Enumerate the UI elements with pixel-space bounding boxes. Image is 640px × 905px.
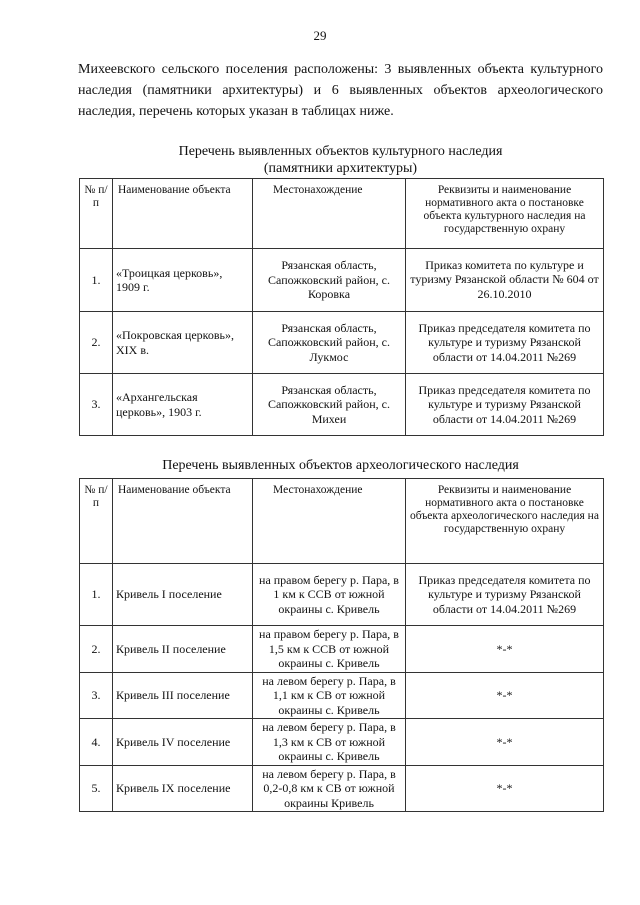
row-location: на левом берегу р. Пара, в 1,1 км к СВ от южной окраины с. Кривель [253, 672, 406, 719]
header-location: Местонахождение [253, 479, 406, 564]
row-num: 3. [80, 374, 113, 436]
row-num: 5. [80, 765, 113, 812]
row-document: Приказ председателя комитета по культуре и туризму Рязанской области от 14.04.2011 №269 [406, 374, 604, 436]
row-document: Приказ председателя комитета по культуре и туризму Рязанской области от 14.04.2011 №269 [406, 312, 604, 374]
table-row [80, 626, 604, 673]
row-location: на левом берегу р. Пара, в 1,3 км к СВ от южной окраины с. Кривель [253, 719, 406, 766]
row-name: Кривель IX поселение [113, 765, 253, 812]
header-document: Реквизиты и наименование нормативного акта о постановке объекта археологического наследия на государственную охрану [406, 479, 604, 564]
row-name: «Троицкая церковь», 1909 г. [113, 249, 253, 312]
row-document: Приказ комитета по культуре и туризму Рязанской области № 604 от 26.10.2010 [406, 249, 604, 312]
row-name: Кривель III поселение [113, 672, 253, 719]
table-row [80, 374, 604, 436]
row-location: на левом берегу р. Пара, в 0,2-0,8 км к СВ от южной окраины Кривель [253, 765, 406, 812]
row-name: Кривель I поселение [113, 564, 253, 626]
archaeology-objects-table [79, 478, 604, 812]
row-name: «Покровская церковь», XIX в. [113, 312, 253, 374]
row-document: *-* [406, 719, 604, 766]
row-num: 4. [80, 719, 113, 766]
table-row [80, 672, 604, 719]
header-num: № п/п [80, 179, 113, 249]
header-name: Наименование объекта [113, 179, 253, 249]
table-row [80, 564, 604, 626]
header-name: Наименование объекта [113, 479, 253, 564]
header-num: № п/п [80, 479, 113, 564]
table1-caption-line2: (памятники архитектуры) [263, 161, 418, 176]
row-num: 2. [80, 312, 113, 374]
row-num: 2. [80, 626, 113, 673]
row-location: Рязанская область, Сапожковский район, с. Лукмос [253, 312, 406, 374]
table2-caption: Перечень выявленных объектов археологического наследия [162, 458, 519, 473]
table1-caption-line1: Перечень выявленных объектов культурного наследия [178, 144, 503, 159]
row-location: на правом берегу р. Пара, в 1,5 км к ССВ от южной окраины с. Кривель [253, 626, 406, 673]
table-row [80, 249, 604, 312]
table-row [80, 312, 604, 374]
header-document: Реквизиты и наименование нормативного акта о постановке объекта культурного наследия на государственную охрану [406, 179, 604, 249]
table-row [80, 719, 604, 766]
table-row [80, 765, 604, 812]
row-location: Рязанская область, Сапожковский район, с. Михеи [253, 374, 406, 436]
architecture-monuments-table [79, 178, 604, 436]
row-name: «Архангельская церковь», 1903 г. [113, 374, 253, 436]
row-document: *-* [406, 626, 604, 673]
table-header-row [80, 479, 604, 564]
header-location: Местонахождение [253, 179, 406, 249]
row-num: 3. [80, 672, 113, 719]
row-num: 1. [80, 249, 113, 312]
row-num: 1. [80, 564, 113, 626]
row-name: Кривель II поселение [113, 626, 253, 673]
row-document: *-* [406, 672, 604, 719]
page-number: 29 [313, 28, 327, 43]
row-location: на правом берегу р. Пара, в 1 км к ССВ от южной окраины с. Кривель [253, 564, 406, 626]
intro-paragraph: Михеевского сельского поселения расположены: 3 выявленных объекта культурного наследия (памятники архитектуры) и 6 выявленных объектов археологического наследия, перечень которых указан в таблицах ниже. [78, 62, 603, 119]
table1-caption [78, 143, 603, 177]
table-header-row [80, 179, 604, 249]
row-location: Рязанская область, Сапожковский район, с. Коровка [253, 249, 406, 312]
row-document: *-* [406, 765, 604, 812]
row-document: Приказ председателя комитета по культуре и туризму Рязанской области от 14.04.2011 №269 [406, 564, 604, 626]
row-name: Кривель IV поселение [113, 719, 253, 766]
